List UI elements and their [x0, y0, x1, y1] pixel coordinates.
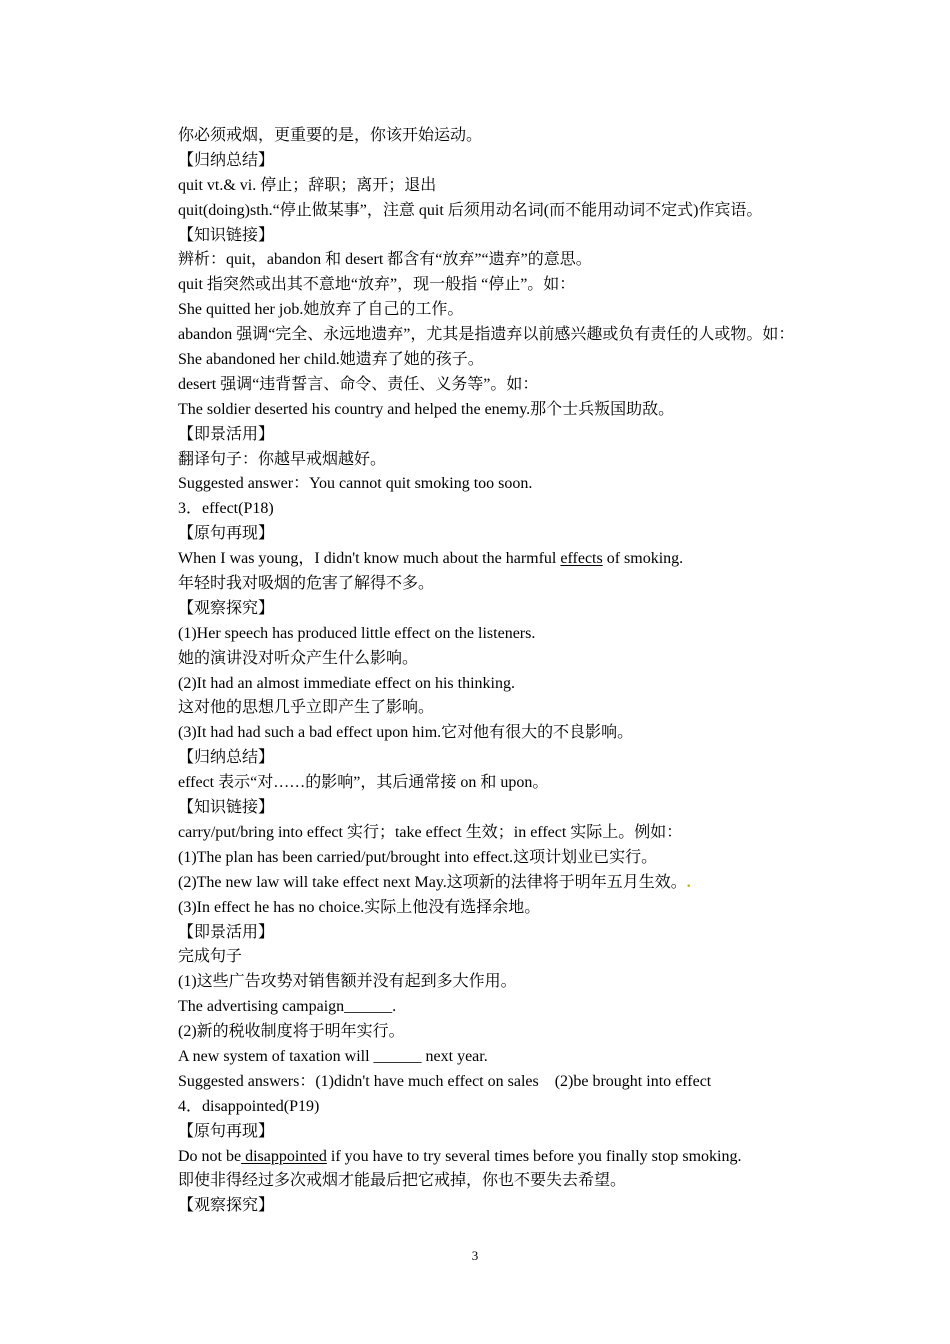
example-sentence: (2)It had an almost immediate effect on his thinking.	[178, 674, 515, 692]
suggested-answer: Suggested answers：(1)didn't have much effect on sales (2)be brought into effect	[178, 1072, 712, 1090]
exercise-item: (2)新的税收制度将于明年实行。	[178, 1023, 405, 1041]
exercise-prompt: 翻译句子：你越早戒烟越好。	[178, 450, 387, 468]
example-sentence: (1)The plan has been carried/put/brought into effect.这项计划业已实行。	[178, 848, 658, 866]
exercise-blank: The advertising campaign______.	[178, 998, 397, 1016]
underlined-keyword: effects	[560, 550, 603, 568]
text-line: desert 强调“违背誓言、命令、责任、义务等”。如：	[178, 375, 539, 393]
text-line: abandon 强调“完全、永远地遗弃”，尤其是指遗弃以前感兴趣或负有责任的人或物。如：	[178, 326, 795, 344]
example-sentence: (3)In effect he has no choice.实际上他没有选择余地。	[178, 898, 541, 916]
underlined-keyword: disappointed	[241, 1147, 327, 1165]
vocab-entry-heading: 4．disappointed(P19)	[178, 1097, 320, 1115]
section-heading: 【原句再现】	[178, 1122, 275, 1140]
text-line: 辨析：quit，abandon 和 desert 都含有“放弃”“遗弃”的意思。	[178, 251, 592, 269]
text-line: quit 指突然或出其不意地“放弃”，现一般指 “停止”。如：	[178, 276, 576, 294]
text-line: carry/put/bring into effect 实行；take effect 生效；in effect 实际上。例如：	[178, 823, 683, 841]
section-heading: 【知识链接】	[178, 226, 275, 244]
document-body	[178, 124, 828, 1219]
section-heading: 【知识链接】	[178, 799, 275, 817]
example-sentence: (2)The new law will take effect next May.这项新的法律将于明年五月生效。.	[178, 873, 691, 891]
section-heading: 【原句再现】	[178, 525, 275, 543]
section-heading: 【即景活用】	[178, 923, 275, 941]
text-line: 这对他的思想几乎立即产生了影响。	[178, 699, 435, 717]
section-heading: 【归纳总结】	[178, 151, 275, 169]
example-sentence: (1)Her speech has produced little effect on the listeners.	[178, 624, 536, 642]
section-heading: 【即景活用】	[178, 425, 275, 443]
example-sentence: The soldier deserted his country and helped the enemy.那个士兵叛国助敌。	[178, 400, 675, 418]
text-line: 你必须戒烟，更重要的是，你该开始运动。	[178, 127, 483, 144]
exercise-prompt: 完成句子	[178, 948, 243, 966]
text-line: quit vt.& vi. 停止；辞职；离开；退出	[178, 176, 437, 194]
text-line: 她的演讲没对听众产生什么影响。	[178, 649, 419, 667]
example-sentence: She quitted her job.她放弃了自己的工作。	[178, 301, 464, 319]
text-line: 年轻时我对吸烟的危害了解得不多。	[178, 575, 435, 593]
exercise-item: (1)这些广告攻势对销售额并没有起到多大作用。	[178, 973, 517, 991]
original-sentence: Do not be disappointed if you have to try several times before you finally stop smoking.	[178, 1147, 742, 1165]
exercise-blank: A new system of taxation will ______ next year.	[178, 1047, 488, 1065]
vocab-entry-heading: 3．effect(P18)	[178, 500, 274, 518]
text-line: 即使非得经过多次戒烟才能最后把它戒掉，你也不要失去希望。	[178, 1172, 627, 1190]
suggested-answer: Suggested answer：You cannot quit smoking too soon.	[178, 475, 533, 493]
text-line: effect 表示“对……的影响”，其后通常接 on 和 upon。	[178, 774, 549, 792]
text-line: quit(doing)sth.“停止做某事”，注意 quit 后须用动名词(而不能用动词不定式)作宾语。	[178, 201, 763, 219]
page-number: 3	[471, 1248, 479, 1263]
original-sentence: When I was young，I didn't know much about the harmful effects of smoking.	[178, 550, 684, 568]
highlight-mark: .	[686, 873, 691, 891]
section-heading: 【观察探究】	[178, 599, 275, 617]
example-sentence: (3)It had had such a bad effect upon him.它对他有很大的不良影响。	[178, 724, 634, 742]
section-heading: 【观察探究】	[178, 1197, 275, 1215]
section-heading: 【归纳总结】	[178, 749, 275, 767]
example-sentence: She abandoned her child.她遗弃了她的孩子。	[178, 351, 484, 369]
